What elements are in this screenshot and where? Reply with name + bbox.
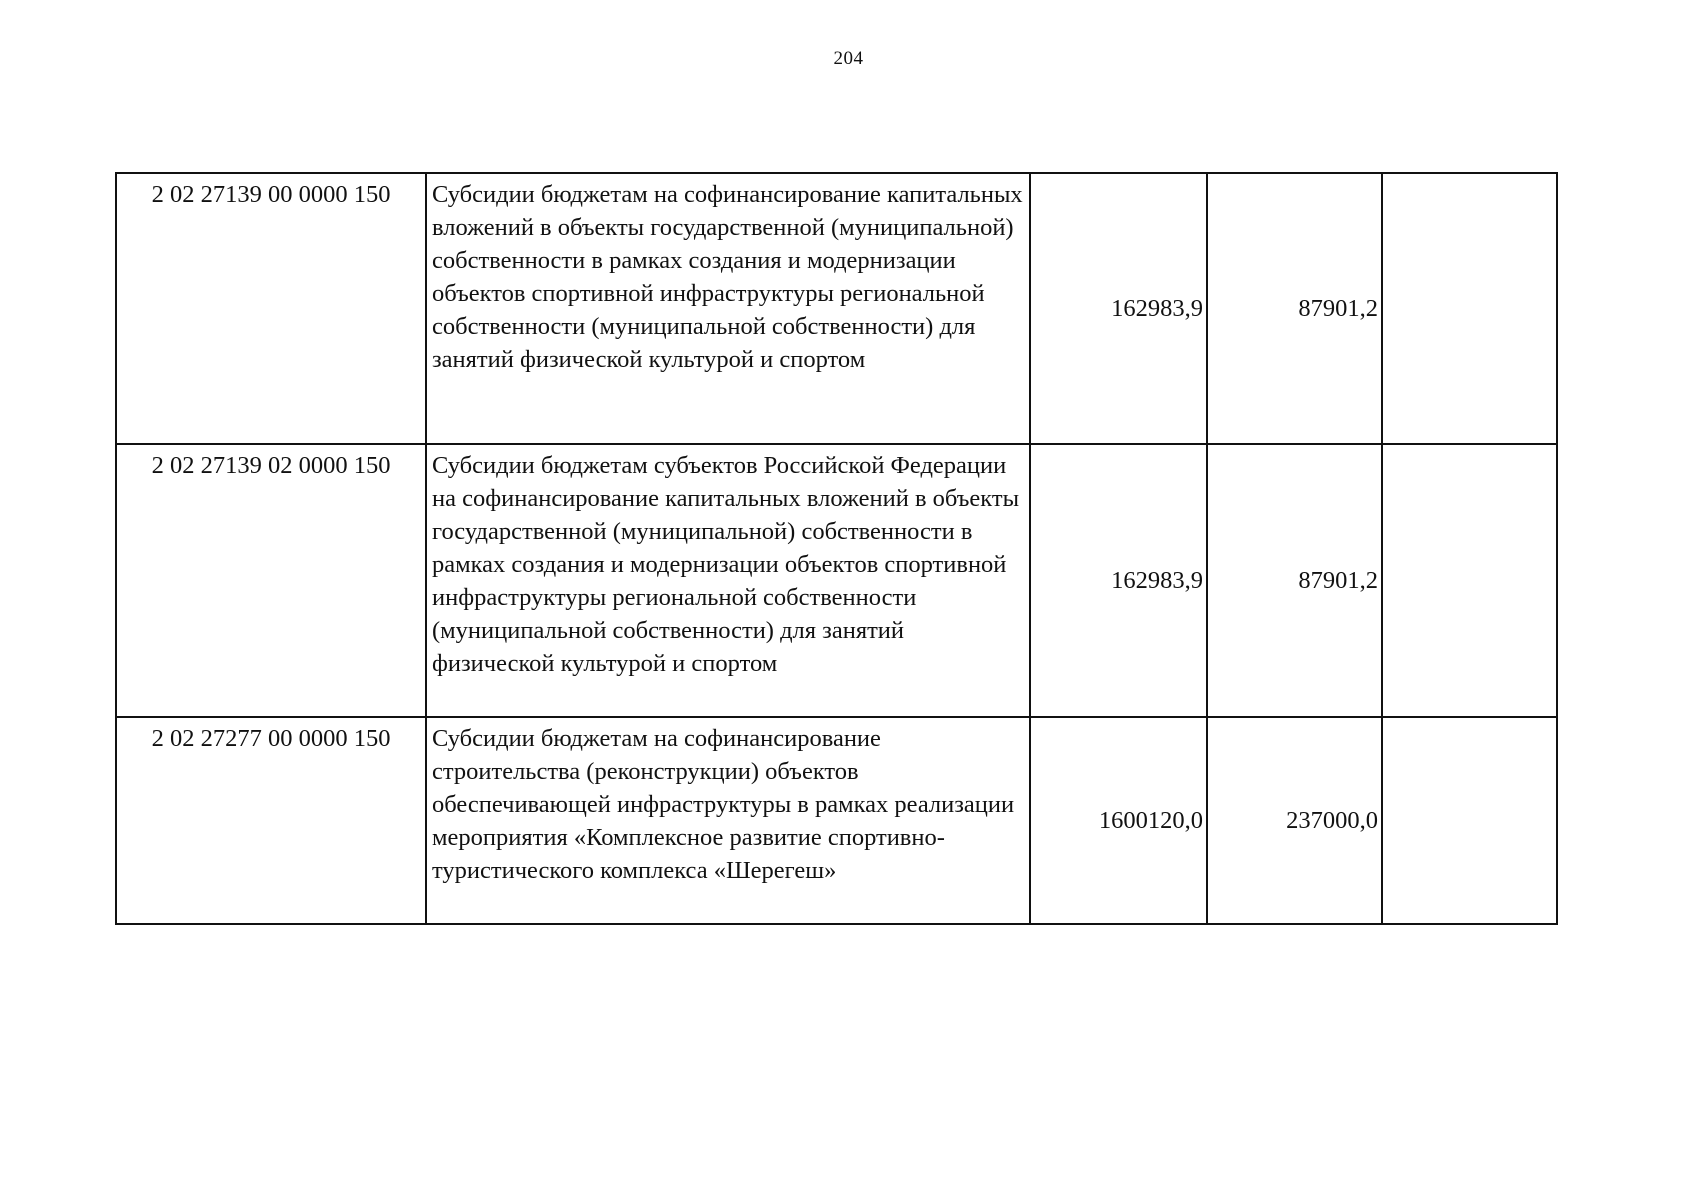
page-number: 204 [833, 48, 864, 69]
amount-cell-1: 1600120,0 [1030, 717, 1207, 924]
table-row [116, 444, 1557, 717]
table-row [116, 173, 1557, 444]
budget-code-cell: 2 02 27277 00 0000 150 [116, 717, 426, 924]
amount-cell-2: 87901,2 [1207, 444, 1382, 717]
budget-table [115, 172, 1558, 925]
amount-cell-3 [1382, 444, 1557, 717]
amount-cell-3 [1382, 173, 1557, 444]
amount-cell-1: 162983,9 [1030, 444, 1207, 717]
table-row [116, 717, 1557, 924]
budget-code-cell: 2 02 27139 02 0000 150 [116, 444, 426, 717]
budget-code-cell: 2 02 27139 00 0000 150 [116, 173, 426, 444]
amount-cell-1: 162983,9 [1030, 173, 1207, 444]
description-cell: Субсидии бюджетам субъектов Российской Федерации на софинансирование капитальных вложений в объекты государственной (муниципальной) собственности в рамках создания и модернизации объектов спортивной инфраструктуры региональной собственности (муниципальной собственности) для занятий физической культурой и спортом [426, 444, 1030, 717]
amount-cell-2: 237000,0 [1207, 717, 1382, 924]
description-cell: Субсидии бюджетам на софинансирование капитальных вложений в объекты государственной (муниципальной) собственности в рамках создания и модернизации объектов спортивной инфраструктуры региональной собственности (муниципальной собственности) для занятий физической культурой и спортом [426, 173, 1030, 444]
description-cell: Субсидии бюджетам на софинансирование строительства (реконструкции) объектов обеспечивающей инфраструктуры в рамках реализации мероприятия «Комплексное развитие спортивно-туристического комплекса «Шерегеш» [426, 717, 1030, 924]
amount-cell-2: 87901,2 [1207, 173, 1382, 444]
amount-cell-3 [1382, 717, 1557, 924]
